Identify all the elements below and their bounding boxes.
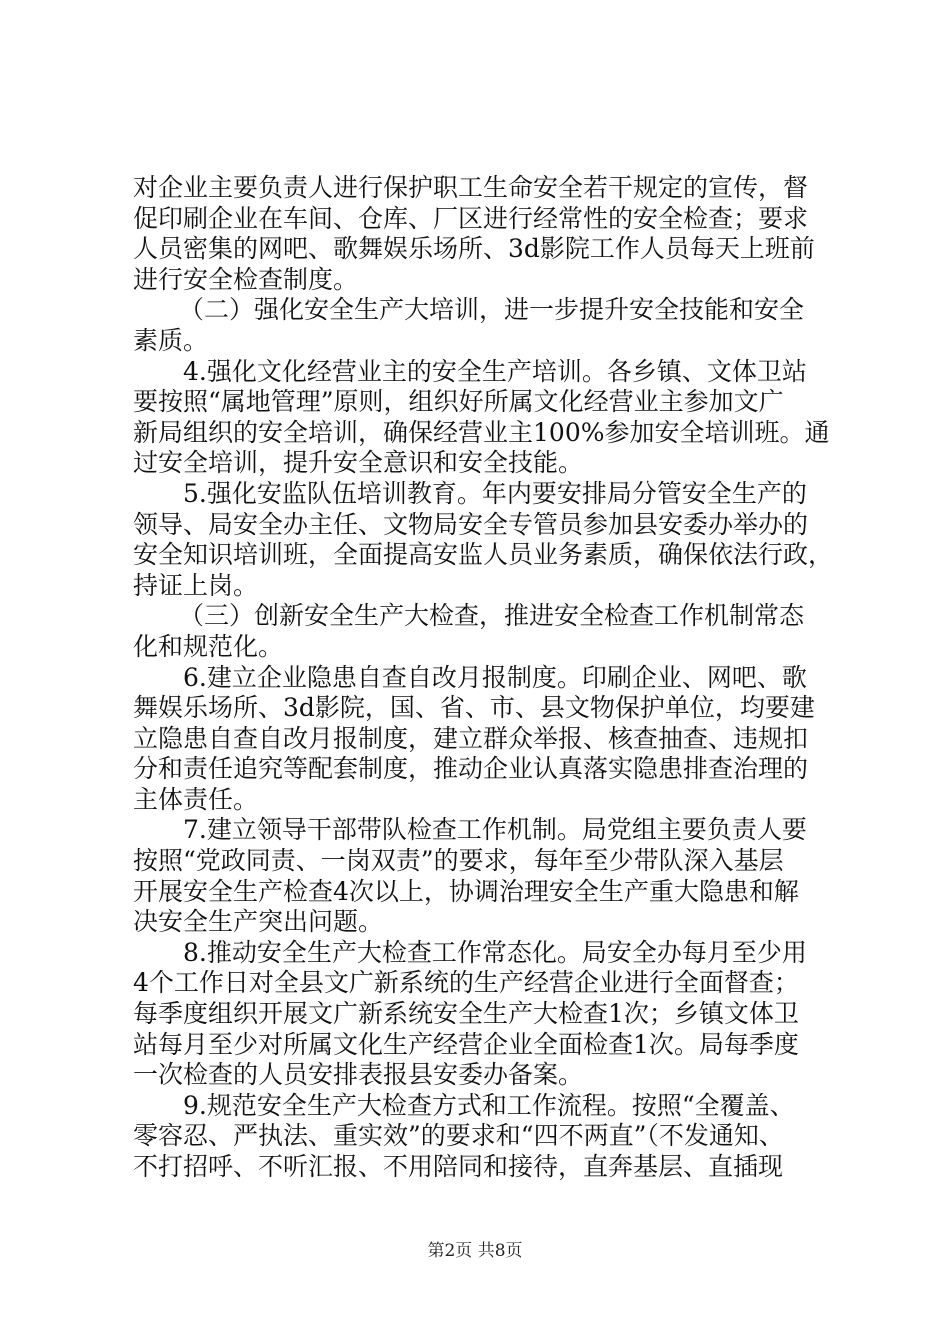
text-line: 安全知识培训班，全面提高安监人员业务素质，确保依法行政， [133,540,834,570]
text-line: 舞娱乐场所、3d影院，国、省、市、县文物保护单位，均要建 [133,693,815,723]
text-line: 领导、局安全办主任、文物局安全专管员参加县安委办举办的 [133,509,809,539]
text-line: 进行安全检查制度。 [133,264,359,294]
page-footer: 第2页 共8页 [427,1241,523,1261]
text-line: 开展安全生产检查4次以上，协调治理安全生产重大隐患和解 [133,876,799,906]
text-line: 促印刷企业在车间、仓库、厂区进行经常性的安全检查；要求 [133,203,809,233]
text-line: 4.强化文化经营业主的安全生产培训。各乡镇、文体卫站 [183,356,807,386]
text-line: 对企业主要负责人进行保护职工生命安全若干规定的宣传，督 [133,173,809,202]
text-line: 素质。 [133,325,209,355]
text-line: 4个工作日对全县文广新系统的生产经营企业进行全面督查； [133,968,799,998]
text-line: 每季度组织开展文广新系统安全生产大检查1次；乡镇文体卫 [133,999,799,1029]
text-line: 过安全培训，提升安全意识和安全技能。 [133,448,584,478]
text-line: 零容忍、严执法、重实效”的要求和“四不两直”（不发通知、 [133,1121,784,1151]
text-line: （三）创新安全生产大检查，推进安全检查工作机制常态 [179,601,805,631]
text-line: 决安全生产突出问题。 [133,907,384,937]
text-line: 按照“党政同责、一岗双责”的要求，每年至少带队深入基层 [133,846,784,876]
text-line: 分和责任追究等配套制度，推动企业认真落实隐患排查治理的 [133,754,809,784]
text-line: 9.规范安全生产大检查方式和工作流程。按照“全覆盖、 [183,1090,795,1120]
text-line: 8.推动安全生产大检查工作常态化。局安全办每月至少用 [183,937,807,967]
text-line: 要按照“属地管理”原则，组织好所属文化经营业主参加文广 [133,387,784,417]
text-line: 主体责任。 [133,784,259,814]
text-line: 人员密集的网吧、歌舞娱乐场所、3d影院工作人员每天上班前 [133,234,815,264]
text-line: 7.建立领导干部带队检查工作机制。局党组主要负责人要 [183,815,807,845]
text-line: 站每月至少对所属文化生产经营企业全面检查1次。局每季度 [133,1029,799,1059]
text-line: 6.建立企业隐患自查自改月报制度。印刷企业、网吧、歌 [183,662,807,692]
text-line: 5.强化安监队伍培训教育。年内要安排局分管安全生产的 [183,478,807,508]
text-line: 持证上岗。 [133,570,259,600]
text-line: 不打招呼、不听汇报、不用陪同和接待，直奔基层、直插现 [133,1152,784,1181]
text-line: 新局组织的安全培训，确保经营业主100%参加安全培训班。通 [133,417,830,447]
text-line: 立隐患自查自改月报制度，建立群众举报、核查抽查、违规扣 [133,723,809,753]
text-line: 一次检查的人员安排表报县安委办备案。 [133,1060,584,1090]
document-body [133,173,833,1183]
text-line: 化和规范化。 [133,631,284,661]
text-line: （二）强化安全生产大培训，进一步提升安全技能和安全 [179,295,805,325]
